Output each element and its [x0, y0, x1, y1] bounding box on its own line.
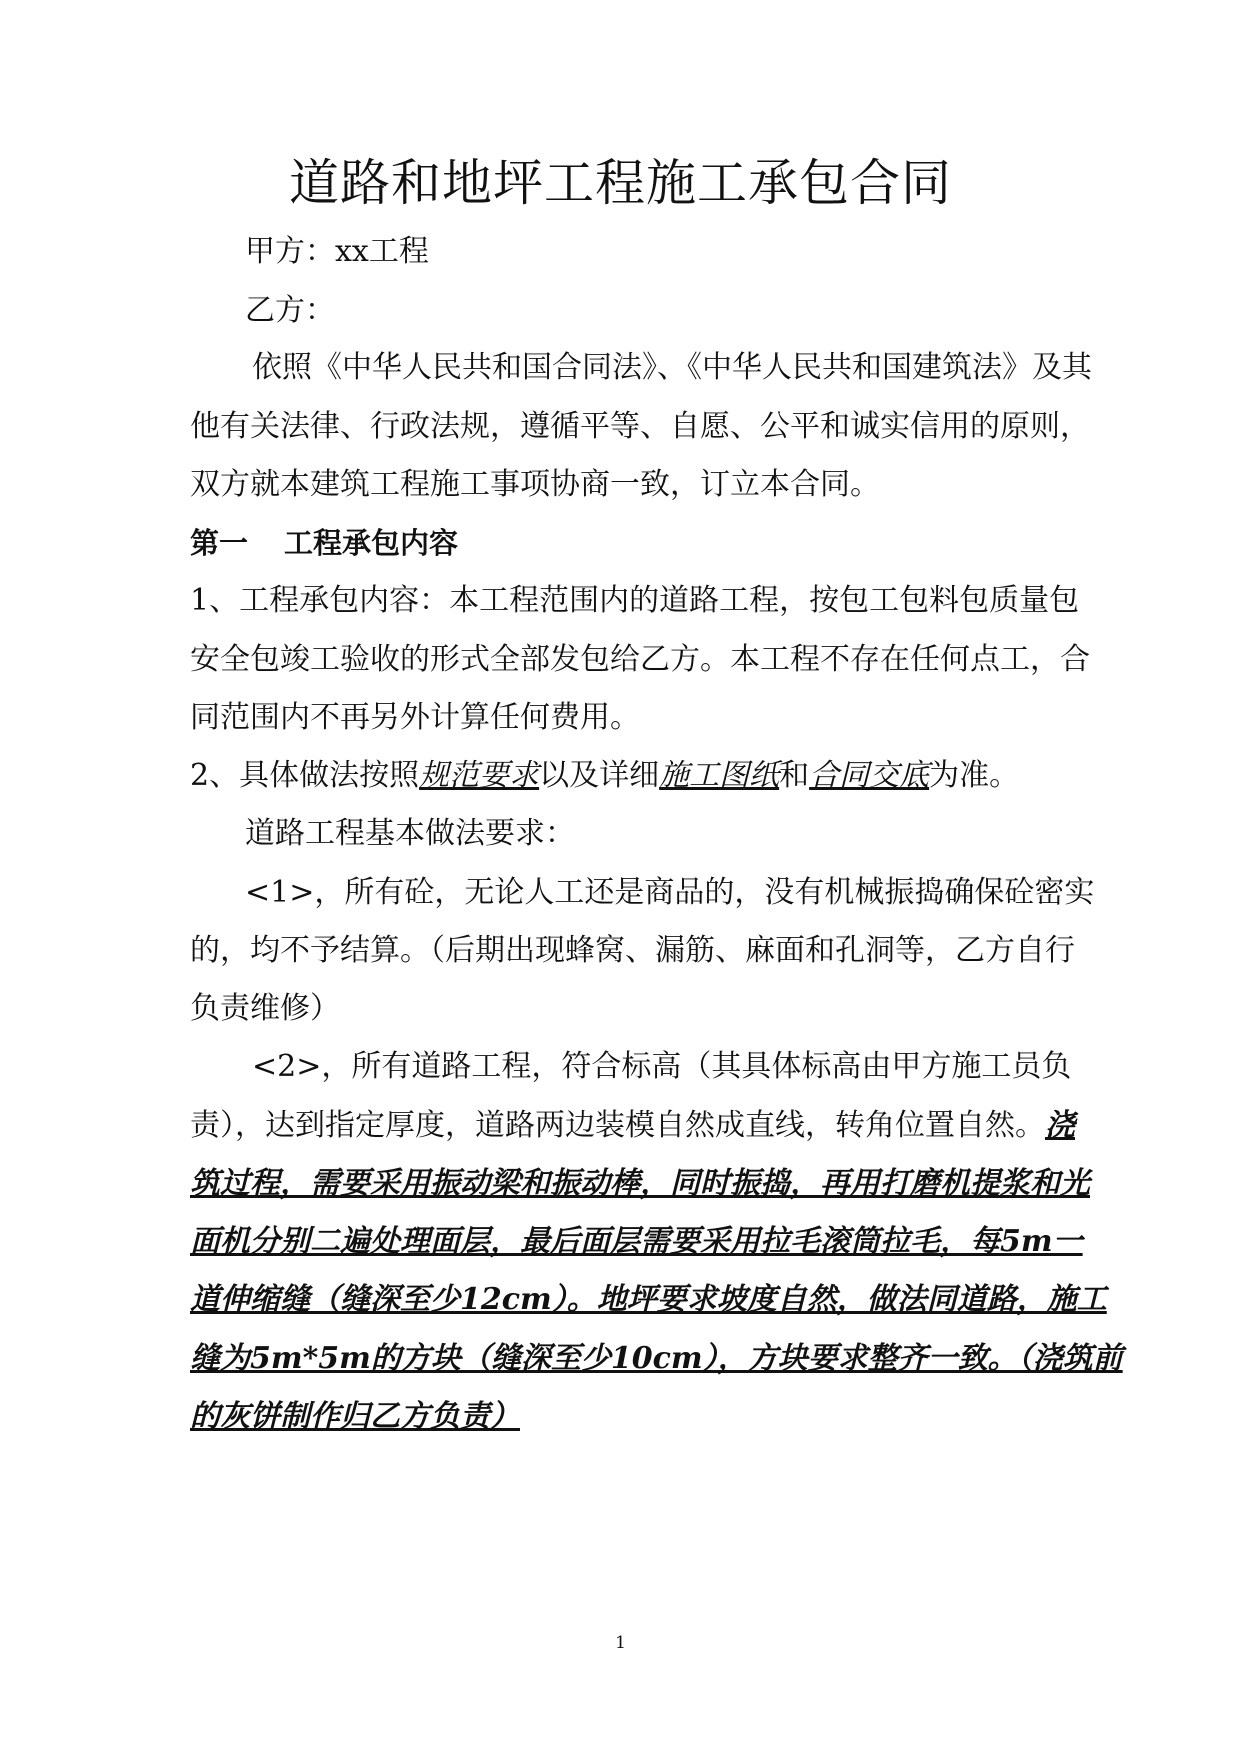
req2-emphasis-line: 面机分别二遍处理面层，最后面层需要采用拉毛滚筒拉毛，每5m一: [190, 1224, 1083, 1259]
item1-line: 同范围内不再另外计算任何费用。: [190, 700, 640, 735]
req2-line: [190, 1106, 1075, 1146]
req1-line: <1>，所有砼，无论人工还是商品的，没有机械振捣确保砼密实: [245, 875, 1095, 910]
req1-line: 负责维修）: [190, 991, 340, 1026]
party-a-line: 甲方：xx工程: [245, 234, 429, 269]
construction-drawings-link: 施工图纸: [659, 758, 780, 793]
road-requirements-heading: 道路工程基本做法要求：: [245, 816, 575, 851]
section-heading: [190, 523, 1060, 563]
req2-emphasis-text: 浇: [1045, 1108, 1075, 1143]
req2-emphasis-line: 道伸缩缝（缝深至少12cm）。地坪要求坡度自然，做法同道路，施工: [190, 1282, 1107, 1317]
section-number: 第一: [190, 526, 249, 560]
req2-emphasis-line: 的灰饼制作归乙方负责）: [190, 1399, 520, 1434]
contract-briefing-link: 合同交底: [809, 758, 930, 793]
preamble-line: 双方就本建筑工程施工事项协商一致，订立本合同。: [190, 467, 880, 502]
item2-suffix: 为准。: [929, 758, 1020, 793]
section-title: 工程承包内容: [284, 526, 459, 560]
item2-prefix: 2、具体做法按照: [190, 758, 420, 793]
preamble-line: 他有关法律、行政法规，遵循平等、自愿、公平和诚实信用的原则，: [190, 409, 1090, 444]
item1-line: 1、工程承包内容：本工程范围内的道路工程，按包工包料包质量包: [190, 583, 1080, 618]
preamble-line: 依照《中华人民共和国合同法》、《中华人民共和国建筑法》及其: [252, 350, 1092, 385]
item1-line: 安全包竣工验收的形式全部发包给乙方。本工程不存在任何点工，合: [190, 642, 1090, 677]
req2-plain-text: 责），达到指定厚度，道路两边装模自然成直线，转角位置自然。: [190, 1108, 1045, 1143]
item2-line: [190, 756, 1060, 796]
req2-emphasis-line: 筑过程，需要采用振动梁和振动棒，同时振捣，再用打磨机提浆和光: [190, 1166, 1090, 1201]
req1-line: 的，均不予结算。（后期出现蜂窝、漏筋、麻面和孔洞等，乙方自行: [190, 933, 1075, 968]
party-b-line: 乙方：: [245, 293, 335, 328]
item2-mid1: 以及详细: [539, 758, 660, 793]
spec-requirements-link: 规范要求: [419, 758, 540, 793]
page-number: 1: [615, 1633, 626, 1653]
item2-mid2: 和: [779, 758, 810, 793]
req2-emphasis-line: 缝为5m*5m的方块（缝深至少10cm），方块要求整齐一致。（浇筑前: [190, 1341, 1123, 1376]
document-title: 道路和地坪工程施工承包合同: [289, 154, 952, 212]
req2-line: <2>，所有道路工程，符合标高（其具体标高由甲方施工员负: [252, 1049, 1072, 1084]
